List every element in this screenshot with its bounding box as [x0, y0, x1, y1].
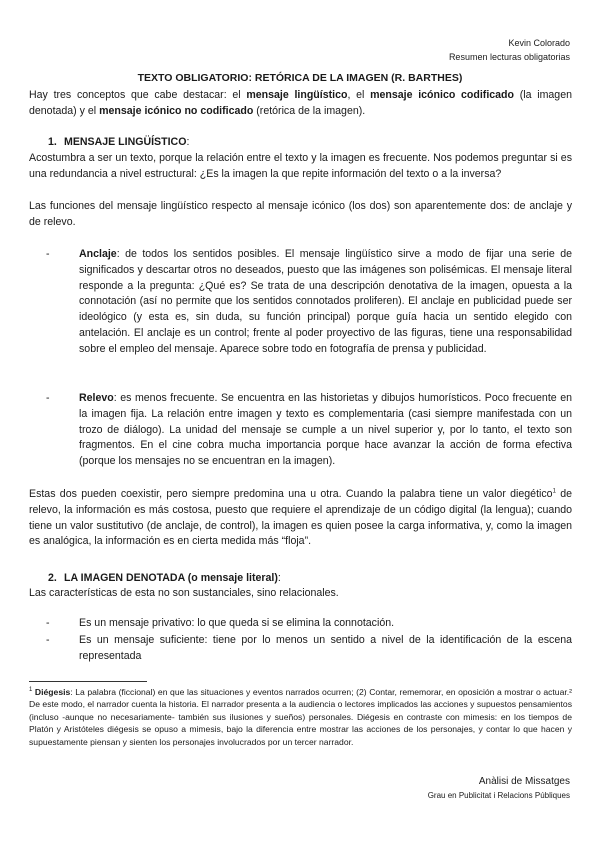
term-relevo: Relevo — [79, 392, 114, 404]
list-item-anclaje — [46, 247, 572, 358]
term-anclaje: Anclaje — [79, 248, 117, 260]
privativo-text: Es un mensaje privativo: lo que queda si se elimina la connotación. — [79, 617, 395, 629]
list-item-privativo — [46, 616, 572, 632]
header-subtitle: Resumen lecturas obligatorias — [448, 52, 570, 62]
footer-degree: Grau en Publicitat i Relacions Públiques — [427, 791, 570, 800]
paragraph-4: Las características de esta no son sustanciales, sino relacionales. — [29, 587, 339, 599]
footer-course: Anàlisi de Missatges — [478, 776, 570, 787]
anclaje-text: : de todos los sentidos posibles. El mensaje lingüístico sirve a modo de fijar una serie de significados y descartar otros no deseados, puesto que las imágenes son polisémicas. El mensaje literal responde a la pregunta: ¿Qué es? Se trata de una descripción denotativa de la imagen, opuesta a la connotación (así no permite que los sentidos connotados proliferen). El anclaje en publicidad puede ser ideológico (y esta es, sin duda, su función principal) porque guía hacia un sentido elegido con antelación. El anclaje es un control; frente al poder proyectivo de las figuras, tiene una responsabilidad sobre el empleo del mensaje. Aparece sobre todo en fotografía de prensa y publicidad. — [79, 248, 572, 355]
intro-text-e: (retórica de la imagen). — [253, 104, 366, 117]
relevo-text: : es menos frecuente. Se encuentra en las historietas y dibujos humorísticos. Poco frecuente en la imagen fija. La relación entre imagen y texto es complementaria (casi siempre manifestada con un trozo de diálogo). La unidad del mensaje se cumple a un nivel superior y, por lo tanto, el texto son fragmentos. En el cine cobra mucha importancia porque hace avanzar la acción de forma efectiva (porque los mensajes no se encuentran en la imagen). — [79, 392, 572, 468]
page-header — [449, 36, 570, 64]
paragraph-3 — [29, 487, 572, 550]
section-1-colon: : — [186, 136, 190, 148]
list-dash: - — [46, 248, 50, 260]
suficiente-text: Es un mensaje suficiente: tiene por lo menos un sentido a nivel de la identificación de la escena representada — [79, 634, 572, 662]
intro-text-a: Hay tres conceptos que cabe destacar: el — [29, 89, 247, 101]
section-2-colon: : — [277, 572, 281, 584]
footnote-term: Diégesis — [34, 687, 71, 697]
list-dash: - — [46, 617, 50, 629]
intro-text-c: , el — [347, 89, 371, 101]
p3-text-b: de relevo, la información es más costosa, puesto que requiere el aprendizaje de un código digital (la lengua); cuando tiene un valor sustitutivo (de anclaje, de control), la imagen es quien posee la carga informativa, y, como la imagen es analógica, la información es en cierta medida más “floja”. — [29, 488, 572, 548]
intro-paragraph — [29, 88, 572, 120]
section-1-number: 1. — [48, 136, 57, 148]
section-2-heading — [48, 572, 281, 584]
footnote — [29, 686, 572, 748]
footnote-ref[interactable]: 1 — [552, 488, 556, 495]
list-dash: - — [46, 392, 50, 404]
document-title: TEXTO OBLIGATORIO: RETÓRICA DE LA IMAGEN (R. BARTHES) — [137, 72, 463, 84]
intro-bold-1: mensaje lingüístico — [246, 89, 348, 101]
intro-bold-2: mensaje icónico codificado — [370, 89, 515, 101]
paragraph-1: Acostumbra a ser un texto, porque la relación entre el texto y la imagen es frecuente. Nos podemos preguntar si es una redundancia a nivel estructural: ¿Es la imagen la que repite información del texto o a la inversa? — [29, 152, 572, 180]
p3-text-a: Estas dos pueden coexistir, pero siempre predomina una u otra. Cuando la palabra tiene un valor diegético — [29, 488, 553, 500]
intro-text-d: (la imagen denotada) y el — [29, 89, 572, 117]
list-dash: - — [46, 634, 50, 646]
section-2-title: LA IMAGEN DENOTADA (o mensaje literal) — [64, 572, 278, 584]
section-2-number: 2. — [48, 572, 57, 584]
list-item-suficiente — [46, 633, 572, 665]
header-author: Kevin Colorado — [508, 38, 570, 48]
section-1-heading — [48, 136, 189, 148]
footnote-text: : La palabra (ficcional) en que las situaciones y eventos narrados ocurren; (2) Contar, rememorar, en oposición a mostrar o actuar.² De este modo, el narrador cuenta la historia. El narrador presenta a la audiencia o lectores implicados las acciones y supuestos pensamientos (incluso -aunque no necesariamente- también sus ilusiones y sueños) personales. Diégesis en contraste con mimesis: en los tiempos de Platón y Aristóteles diégesis se opuso a mimesis, bajo la diferencia entre mostrar las acciones de los personajes, y contar lo que hacen y supuestamente piensan y sienten los personajes involucrados por un tercer narrador. — [29, 687, 573, 747]
section-1-title: MENSAJE LINGÜÍSTICO — [64, 136, 187, 148]
footnote-divider — [29, 681, 147, 682]
footnote-number: 1 — [29, 687, 33, 694]
paragraph-2: Las funciones del mensaje lingüístico respecto al mensaje icónico (los dos) son aparentemente dos: de anclaje y de relevo. — [29, 200, 572, 228]
list-item-relevo — [46, 391, 572, 470]
intro-bold-3: mensaje icónico no codificado — [99, 104, 254, 117]
page-footer — [428, 775, 570, 803]
